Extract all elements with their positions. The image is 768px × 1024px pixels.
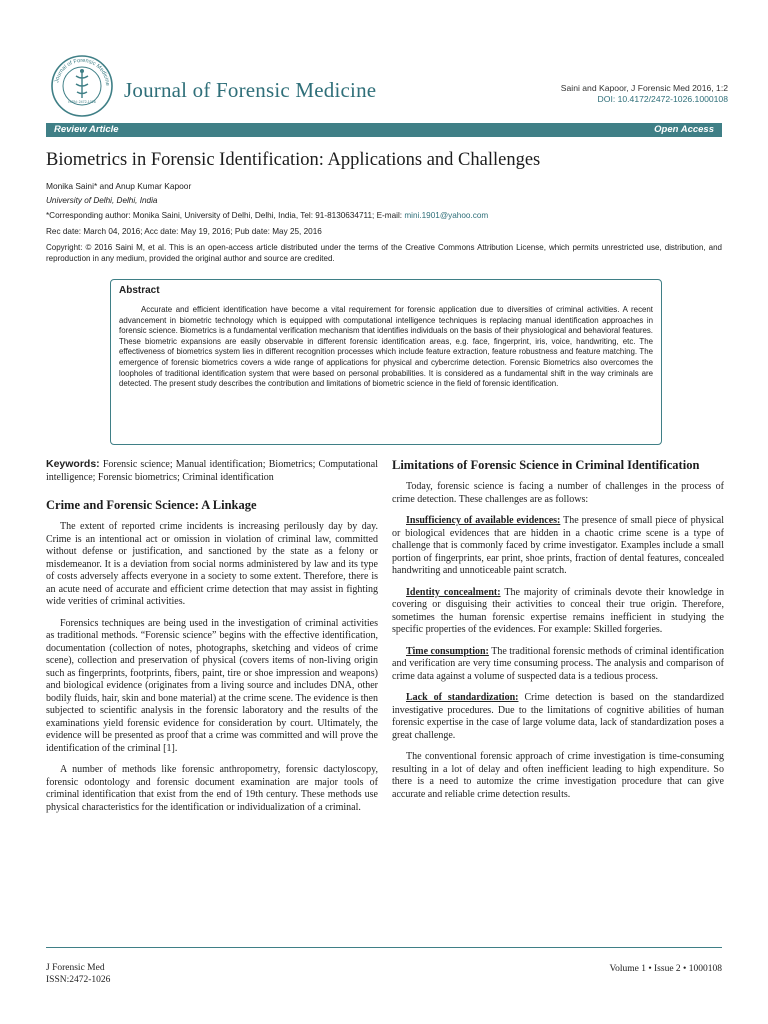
doi-link[interactable]: DOI: 10.4172/2472-1026.1000108: [597, 94, 728, 104]
section-heading: Limitations of Forensic Science in Criminal Identification: [392, 458, 700, 472]
corresponding-text: *Corresponding author: Monika Saini, University of Delhi, Delhi, India, Tel: 91-8130634711; E-mail:: [46, 211, 403, 220]
challenge-text: Crime detection is based on the standardized investigative procedures. Due to the limitations of cognitive abilities of human forensic expertise in the case of large volume data, lack of standardization poses a great challenge.: [392, 692, 725, 741]
citation-text: Saini and Kapoor, J Forensic Med 2016, 1:2: [560, 83, 728, 93]
open-access-label: Open Access: [654, 124, 714, 135]
keywords: [46, 458, 378, 484]
abstract-text: Accurate and efficient identification have become a vital requirement for forensic application due to diversities of criminal activities. A recent advancement in biometric technology which is equipped with computational intelligence techniques is replacing manual identification approaches in forensic science. Biometrics is a fundamental verification mechanism that identifies individuals on the basis of their physiological and behavioral features. These biometric expansions are easily observable in different forensic identification areas, e.g. face, fingerprint, iris, voice, handwriting, etc. The effectiveness of biometrics system lies in different recognition processes which include feature extraction, feature robustness and feature matching. The emergence of forensic biometrics covers a wide range of applications for physical and cybercrime detection. Forensic Biometrics also overcomes the loopholes of traditional identification system that were based on personal probabilities. It is considered as a fundamental shift in the way criminals are detected. The present study describes the contribution and limitations of biometric science in the field of forensic identification.: [119, 305, 653, 389]
footer-journal: [46, 962, 110, 986]
abstract-box: [110, 279, 662, 445]
keywords-list: Forensic science; Manual identification; Biometrics; Computational intelligence; Forensic biometrics; Criminal identification: [46, 459, 378, 483]
page-header: [48, 50, 728, 130]
paragraph: The extent of reported crime incidents is increasing perilously day by day. Crime is an intentional act or omission in violation of criminal law, committed without defense or justification, and sanctioned by the state as a felony or misdemeanor. It is a deviation from social norms administered by law and its type of costs adversely affects everyone in a society to some extent. Therefore, there is an acute need of accurate and efficient crime detection that may assist in fighting wide verities of criminal activities.: [46, 521, 378, 607]
challenge-term: Insufficiency of available evidences:: [406, 515, 561, 526]
challenge-text: The presence of small piece of physical or biological evidences that are hidden in a chaotic crime scene is a type of challenge that is commonly faced by crime investigator. Examples include a small portion of fingerprints, ear print, shoe prints, fraction of dental features, concealed handwriting and unnoticeable paint scratch.: [392, 515, 724, 576]
affiliation: University of Delhi, Delhi, India: [46, 196, 158, 205]
copyright: Copyright: © 2016 Saini M, et al. This is an open-access article distributed under the terms of the Creative Commons Attribution License, which permits unrestricted use, distribution, and reproduction in any medium, provided the original author and source are credited.: [46, 243, 722, 263]
footer-journal-name: J Forensic Med: [46, 963, 105, 973]
abstract-heading: Abstract: [119, 285, 160, 296]
challenge-item: [392, 646, 724, 684]
journal-title: Journal of Forensic Medicine: [124, 78, 377, 102]
footer-issn: ISSN:2472-1026: [46, 975, 111, 985]
logo-issn: ISSN: 2472-1026: [68, 100, 96, 104]
challenge-item: [392, 587, 724, 637]
keywords-label: Keywords:: [46, 458, 100, 470]
footer-volume: Volume 1 • Issue 2 • 1000108: [609, 964, 722, 974]
challenge-text: The majority of criminals devote their knowledge in covering or disguising their activities to conceal their true origin. Therefore, sometimes the human forensic expertise remains inefficient in studying the specific properties of the evidences. For example: Skilled forgeries.: [392, 586, 724, 635]
right-column: [392, 458, 724, 810]
paper-title: Biometrics in Forensic Identification: Applications and Challenges: [46, 150, 541, 170]
challenge-item: [392, 692, 724, 742]
authors: Monika Saini* and Anup Kumar Kapoor: [46, 181, 192, 191]
dates: Rec date: March 04, 2016; Acc date: May 19, 2016; Pub date: May 25, 2016: [46, 227, 322, 236]
section-heading: Crime and Forensic Science: A Linkage: [46, 498, 257, 512]
footer-divider: [46, 947, 722, 948]
logo-ring-text: Journal of Forensic Medicine: [54, 57, 111, 87]
paragraph: Forensics techniques are being used in the investigation of criminal activities as traditional methods. “Forensic science” begins with the effective identification, documentation (collection of notes, photographs, sketching and videos of crime scene), collection and preservation of physical (covers items of non-living origin such as fingerprints, footprints, fibers, paint, tire or shoe impression and weapons) and biological evidence (originates from a living source and includes DNA, other bodily fluids, hair, skin and bone material) at the crime scene. The evidence is then subjected to scientific analysis in the forensic laboratory and the results of the examinations yield forensic evidence for consideration by court. Ultimately, the evidence will be presented as proof that a crime was committed and will prove the identification of the criminal [1].: [46, 617, 378, 754]
email-link[interactable]: mini.1901@yahoo.com: [404, 211, 489, 220]
paragraph: A number of methods like forensic anthropometry, forensic dactyloscopy, forensic odontology and forensic document examination are major tools of criminal identification that exist from the end of 19th century. These methods use physical characteristics for the identification or individualization of a criminal.: [46, 764, 378, 813]
challenge-term: Lack of standardization:: [406, 692, 519, 703]
citation-block: [561, 83, 728, 105]
corresponding-author: [46, 211, 488, 220]
paragraph: Today, forensic science is facing a number of challenges in the process of crime detection. These challenges are as follows:: [392, 481, 724, 505]
challenge-term: Identity concealment:: [406, 586, 501, 598]
challenge-text: The traditional forensic methods of criminal identification and verification are very time consuming process. The analysis and comparison of crime data against a volume of suspected data is a tedious process.: [392, 645, 724, 682]
article-type-bar: [46, 123, 722, 137]
challenge-item: [392, 515, 724, 578]
journal-seal-icon: [50, 54, 114, 118]
left-column: [46, 458, 378, 823]
paragraph: The conventional forensic approach of crime investigation is time-consuming resulting in a lot of delay and often inefficient leading to high expenditure. So there is a need to automize the crime investigation procedure that can give accurate and reliable crime detection results.: [392, 751, 724, 800]
article-type-label: Review Article: [54, 124, 119, 135]
challenge-term: Time consumption:: [406, 645, 489, 657]
